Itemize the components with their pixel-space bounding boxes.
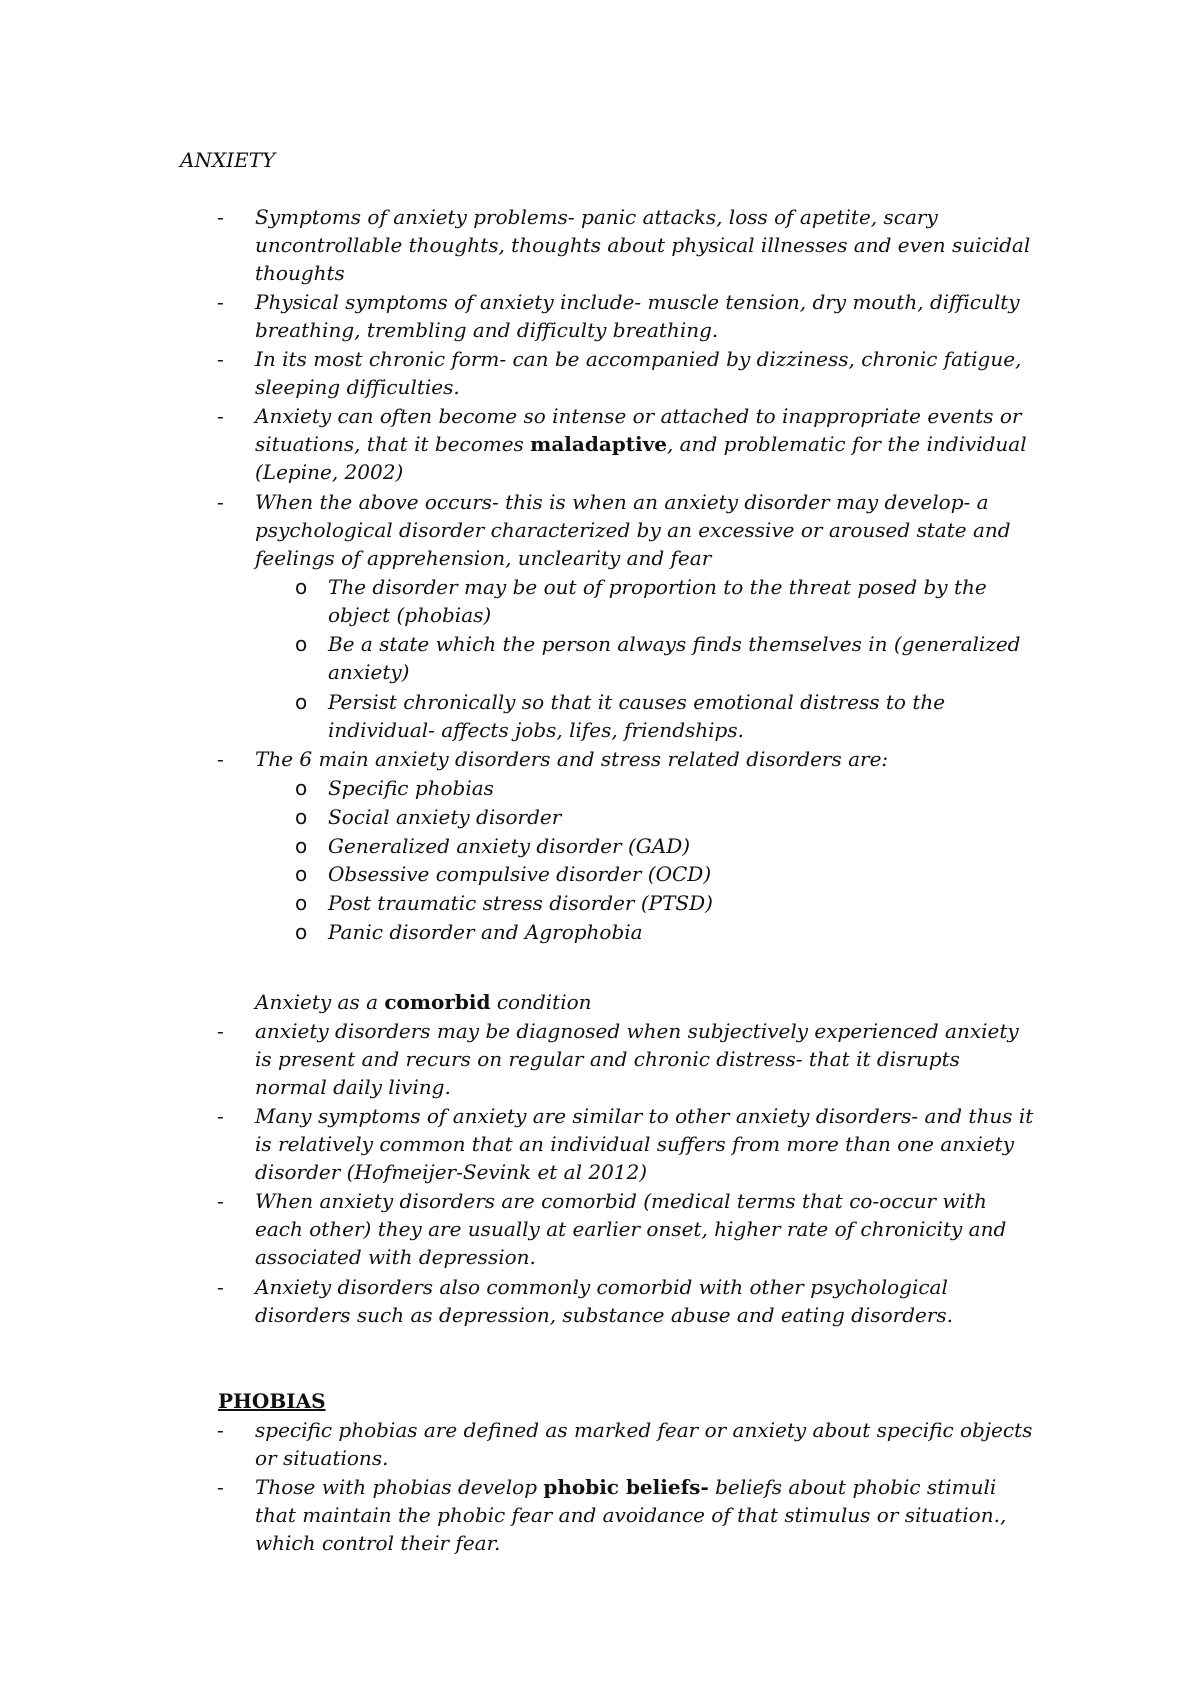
sub-bullet-marker: o xyxy=(295,834,308,858)
bullet-line xyxy=(255,430,1027,458)
term-maladaptive: maladaptive xyxy=(530,432,667,456)
phobias-heading: PHOBIAS xyxy=(218,1389,326,1413)
bullet-line: which control their fear. xyxy=(255,1531,501,1555)
dash-marker: - xyxy=(217,1475,224,1499)
dash-marker: - xyxy=(217,1104,224,1128)
dash-marker: - xyxy=(217,1189,224,1213)
bullet-line: specific phobias are defined as marked fear or anxiety about specific objects xyxy=(255,1418,1033,1442)
dash-marker: - xyxy=(217,347,224,371)
bullet-line: anxiety disorders may be diagnosed when subjectively experienced anxiety xyxy=(255,1019,1019,1043)
sub-bullet-marker: o xyxy=(295,920,308,944)
sub-bullet-line: anxiety) xyxy=(328,660,410,684)
bullet-line: Anxiety can often become so intense or attached to inappropriate events or xyxy=(255,404,1022,428)
disorder-item: Social anxiety disorder xyxy=(328,805,562,829)
sub-bullet-marker: o xyxy=(295,632,308,656)
bullet-text: beliefs about phobic stimuli xyxy=(708,1475,997,1499)
sub-bullet-marker: o xyxy=(295,891,308,915)
bullet-line: that maintain the phobic fear and avoidance of that stimulus or situation., xyxy=(255,1503,1007,1527)
bullet-line: (Lepine, 2002) xyxy=(255,460,404,484)
bullet-line: Many symptoms of anxiety are similar to other anxiety disorders- and thus it xyxy=(255,1104,1034,1128)
bullet-line: Symptoms of anxiety problems- panic attacks, loss of apetite, scary xyxy=(255,205,938,229)
term-phobic-beliefs: phobic beliefs- xyxy=(543,1475,709,1499)
dash-marker: - xyxy=(217,404,224,428)
heading-text: Anxiety as a xyxy=(255,990,385,1014)
disorder-item: Specific phobias xyxy=(328,776,494,800)
page-title: ANXIETY xyxy=(180,148,276,172)
bullet-line: The 6 main anxiety disorders and stress related disorders are: xyxy=(255,747,889,771)
bullet-text: , and problematic for the individual xyxy=(666,432,1027,456)
term-comorbid: comorbid xyxy=(384,990,491,1014)
disorder-item: Obsessive compulsive disorder (OCD) xyxy=(328,862,712,886)
dash-marker: - xyxy=(217,290,224,314)
sub-bullet-marker: o xyxy=(295,690,308,714)
bullet-line: Anxiety disorders also commonly comorbid with other psychological xyxy=(255,1275,948,1299)
bullet-line: associated with depression. xyxy=(255,1245,536,1269)
sub-bullet-line: Be a state which the person always finds themselves in (generalized xyxy=(328,632,1021,656)
dash-marker: - xyxy=(217,205,224,229)
bullet-line: When anxiety disorders are comorbid (medical terms that co-occur with xyxy=(255,1189,987,1213)
dash-marker: - xyxy=(217,747,224,771)
bullet-text: situations, that it becomes xyxy=(255,432,531,456)
bullet-line: is relatively common that an individual suffers from more than one anxiety xyxy=(255,1132,1015,1156)
sub-bullet-line: The disorder may be out of proportion to the threat posed by the xyxy=(328,575,987,599)
sub-bullet-marker: o xyxy=(295,776,308,800)
dash-marker: - xyxy=(217,1275,224,1299)
bullet-line: disorder (Hofmeijer-Sevink et al 2012) xyxy=(255,1160,648,1184)
bullet-line: sleeping difficulties. xyxy=(255,375,460,399)
bullet-line: breathing, trembling and difficulty breathing. xyxy=(255,318,719,342)
bullet-line: feelings of apprehension, unclearity and fear xyxy=(255,546,712,570)
disorder-item: Post traumatic stress disorder (PTSD) xyxy=(328,891,713,915)
bullet-line: normal daily living. xyxy=(255,1075,451,1099)
sub-bullet-line: object (phobias) xyxy=(328,603,492,627)
sub-bullet-line: Persist chronically so that it causes emotional distress to the xyxy=(328,690,946,714)
bullet-line: each other) they are usually at earlier onset, higher rate of chronicity and xyxy=(255,1217,1007,1241)
bullet-line: When the above occurs- this is when an anxiety disorder may develop- a xyxy=(255,490,989,514)
heading-text: condition xyxy=(490,990,592,1014)
dash-marker: - xyxy=(217,1418,224,1442)
bullet-line xyxy=(255,1473,996,1501)
dash-marker: - xyxy=(217,1019,224,1043)
bullet-line: or situations. xyxy=(255,1446,389,1470)
bullet-line: disorders such as depression, substance abuse and eating disorders. xyxy=(255,1303,954,1327)
bullet-text: Those with phobias develop xyxy=(255,1475,544,1499)
sub-bullet-marker: o xyxy=(295,575,308,599)
sub-bullet-marker: o xyxy=(295,805,308,829)
bullet-line: is present and recurs on regular and chronic distress- that it disrupts xyxy=(255,1047,960,1071)
sub-bullet-marker: o xyxy=(295,862,308,886)
disorder-item: Generalized anxiety disorder (GAD) xyxy=(328,834,691,858)
bullet-line: uncontrollable thoughts, thoughts about physical illnesses and even suicidal xyxy=(255,233,1031,257)
bullet-line: In its most chronic form- can be accompanied by dizziness, chronic fatigue, xyxy=(255,347,1022,371)
disorder-item: Panic disorder and Agrophobia xyxy=(328,920,643,944)
bullet-line: psychological disorder characterized by an excessive or aroused state and xyxy=(255,518,1011,542)
comorbid-heading xyxy=(255,988,592,1016)
dash-marker: - xyxy=(217,490,224,514)
bullet-line: Physical symptoms of anxiety include- muscle tension, dry mouth, difficulty xyxy=(255,290,1020,314)
bullet-line: thoughts xyxy=(255,261,345,285)
sub-bullet-line: individual- affects jobs, lifes, friendships. xyxy=(328,718,744,742)
